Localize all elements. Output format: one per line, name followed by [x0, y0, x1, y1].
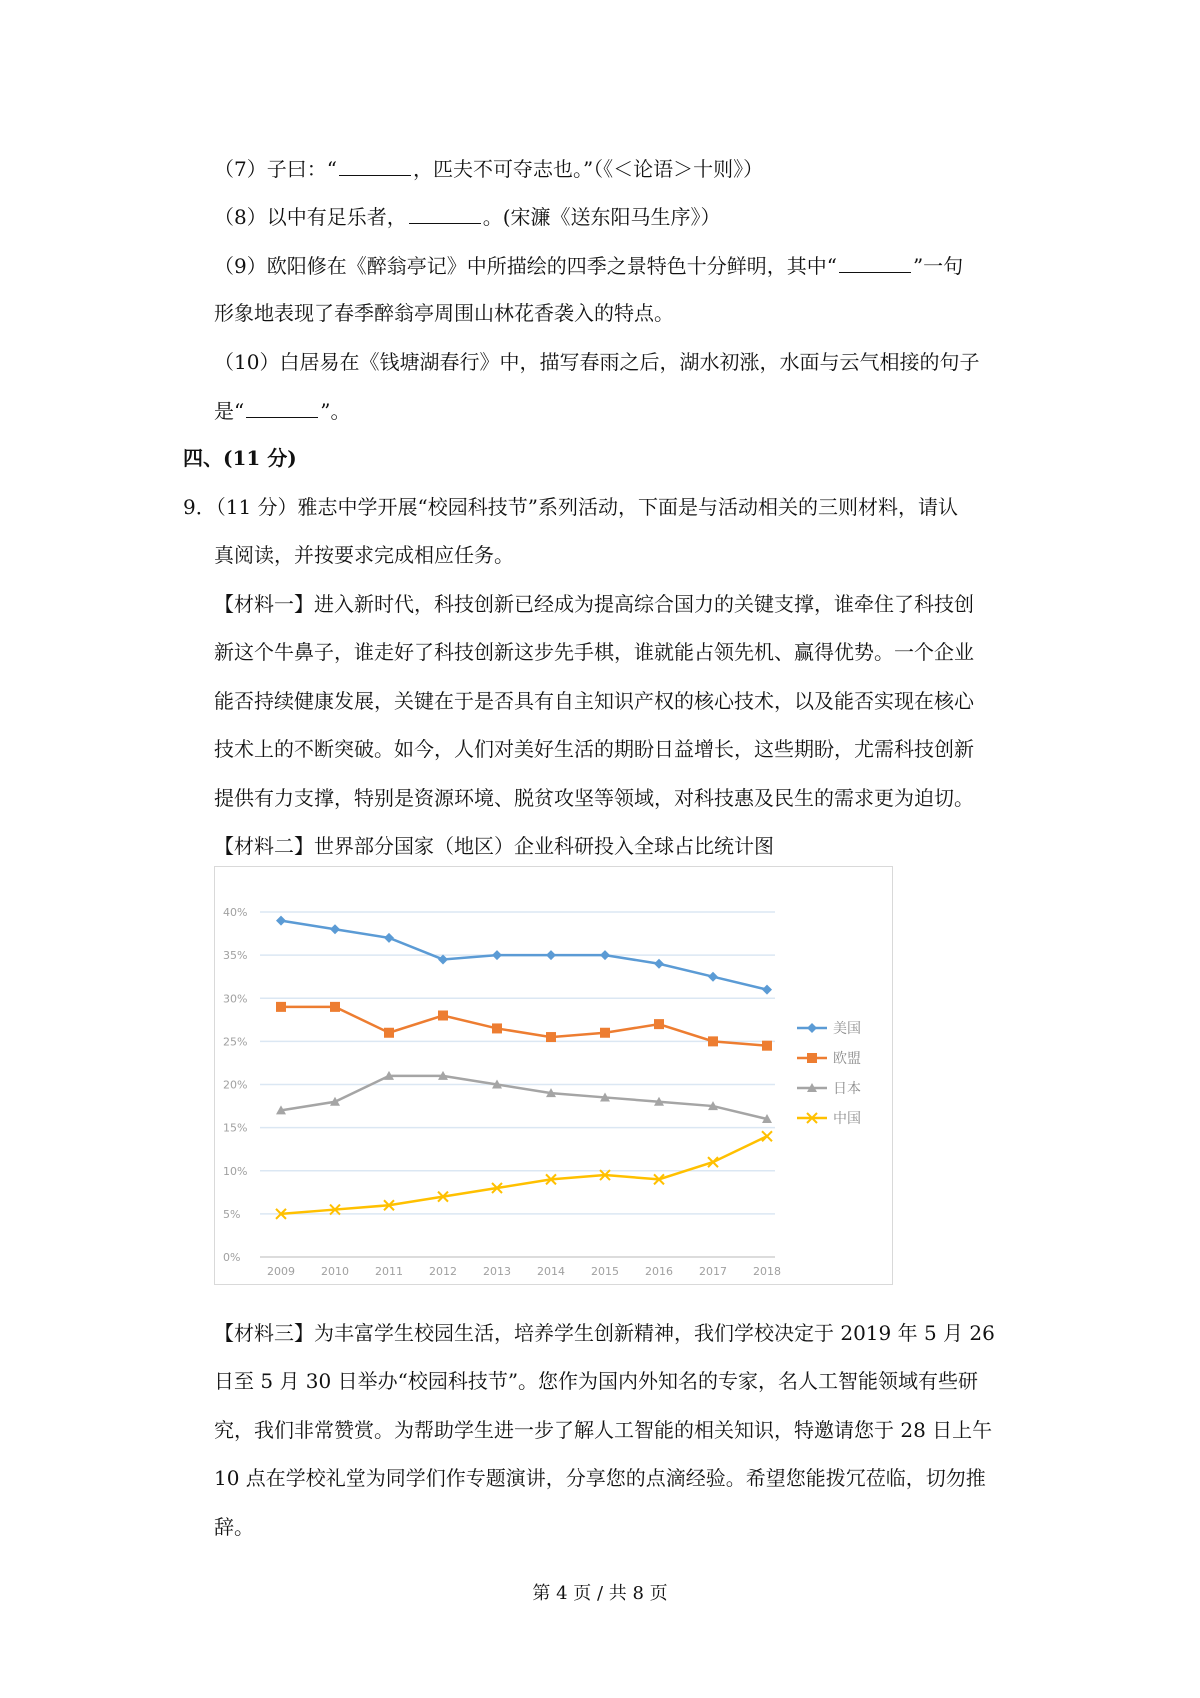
data-point [276, 916, 286, 926]
y-tick-label: 20% [223, 1078, 248, 1092]
series-line [281, 1076, 767, 1119]
x-tick-label: 2013 [483, 1265, 511, 1278]
data-point [330, 1002, 340, 1012]
data-point [654, 959, 664, 969]
series-line [281, 1136, 767, 1214]
material-3-line-4: 10 点在学校礼堂为同学们作专题演讲，分享您的点滴经验。希望您能拨冗莅临，切勿推 [214, 1466, 986, 1490]
question-9-main-line-1: 9．（11 分）雅志中学开展“校园科技节”系列活动，下面是与活动相关的三则材料，请认 [183, 495, 958, 519]
material-2-title: 【材料二】世界部分国家（地区）企业科研投入全球占比统计图 [214, 834, 774, 858]
question-10-line-2 [214, 395, 350, 426]
data-point [330, 924, 340, 934]
x-tick-label: 2015 [591, 1265, 619, 1278]
y-tick-label: 30% [223, 992, 248, 1006]
question-10-text-c: ”。 [320, 399, 351, 423]
data-point [654, 1019, 664, 1029]
answer-blank[interactable] [246, 395, 318, 418]
question-10-text-b: 是“ [214, 399, 245, 423]
y-tick-label: 15% [223, 1121, 248, 1135]
answer-blank[interactable] [339, 153, 411, 176]
question-9-text-a: （9）欧阳修在《醉翁亭记》中所描绘的四季之景特色十分鲜明，其中“ [214, 254, 837, 278]
data-point [600, 950, 610, 960]
answer-blank[interactable] [839, 250, 911, 273]
y-tick-label: 40% [223, 906, 248, 919]
data-point [546, 1032, 556, 1042]
y-tick-label: 5% [223, 1207, 241, 1221]
material-3-line-1: 【材料三】为丰富学生校园生活，培养学生创新精神，我们学校决定于 2019 年 5 月 26 [214, 1321, 995, 1345]
data-point [492, 1023, 502, 1033]
legend-marker [807, 1053, 817, 1063]
material-1-line-3: 能否持续健康发展，关键在于是否具有自主知识产权的核心技术，以及能否实现在核心 [214, 689, 974, 713]
material-3-line-2: 日至 5 月 30 日举办“校园科技节”。您作为国内外知名的专家，名人工智能领域有些研 [214, 1369, 979, 1393]
page-footer: 第 4 页 / 共 8 页 [532, 1583, 668, 1604]
section-heading: 四、(11 分) [183, 446, 297, 470]
data-point [438, 1011, 448, 1021]
data-point [762, 985, 772, 995]
data-point [384, 933, 394, 943]
series-line [281, 1007, 767, 1046]
material-1-line-5: 提供有力支撑，特别是资源环境、脱贫攻坚等领域，对科技惠及民生的需求更为迫切。 [214, 786, 974, 810]
x-tick-label: 2017 [699, 1265, 727, 1278]
question-9-line-2: 形象地表现了春季醉翁亭周围山林花香袭入的特点。 [214, 301, 674, 325]
x-tick-label: 2011 [375, 1265, 403, 1278]
data-point [492, 950, 502, 960]
data-point [708, 972, 718, 982]
question-9-text-b: ”一句 [912, 254, 964, 278]
x-tick-label: 2010 [321, 1265, 349, 1278]
question-9-line-1 [214, 250, 963, 281]
data-point [708, 1036, 718, 1046]
legend-marker [807, 1023, 817, 1033]
data-point [546, 950, 556, 960]
material-1-line-2: 新这个牛鼻子，谁走好了科技创新这步先手棋，谁就能占领先机、赢得优势。一个企业 [214, 640, 974, 664]
legend-label: 中国 [833, 1111, 861, 1127]
answer-blank[interactable] [409, 201, 481, 224]
x-tick-label: 2009 [267, 1265, 295, 1278]
data-point [600, 1028, 610, 1038]
legend-label: 美国 [833, 1021, 861, 1037]
chart-canvas [215, 867, 892, 1284]
question-8 [214, 201, 721, 232]
question-10-line-1: （10）白居易在《钱塘湖春行》中，描写春雨之后，湖水初涨，水面与云气相接的句子 [214, 350, 980, 374]
material-3-line-5: 辞。 [214, 1515, 254, 1539]
data-point [762, 1041, 772, 1051]
material-1-line-1: 【材料一】进入新时代，科技创新已经成为提高综合国力的关键支撑，谁牵住了科技创 [214, 592, 974, 616]
data-point [762, 1131, 772, 1141]
data-point [438, 954, 448, 964]
y-tick-label: 35% [223, 949, 248, 963]
material-1-line-4: 技术上的不断突破。如今，人们对美好生活的期盼日益增长，这些期盼，尤需科技创新 [214, 737, 974, 761]
question-8-text-a: （8）以中有足乐者， [214, 205, 407, 229]
x-tick-label: 2018 [753, 1265, 781, 1278]
y-tick-label: 25% [223, 1035, 248, 1049]
data-point [384, 1028, 394, 1038]
legend-label: 日本 [833, 1081, 861, 1097]
question-9-main-line-2: 真阅读，并按要求完成相应任务。 [214, 543, 514, 567]
x-tick-label: 2012 [429, 1265, 457, 1278]
question-7-text-b: ，匹夫不可夺志也。”（《＜论语＞十则》） [412, 157, 764, 181]
data-point [276, 1002, 286, 1012]
question-7-text-a: （7）子曰：“ [214, 157, 337, 181]
y-tick-label: 0% [223, 1251, 241, 1264]
material-3-line-3: 究，我们非常赞赏。为帮助学生进一步了解人工智能的相关知识，特邀请您于 28 日上午 [214, 1418, 993, 1442]
y-tick-label: 10% [223, 1164, 248, 1178]
x-tick-label: 2016 [645, 1265, 673, 1278]
line-chart [214, 866, 893, 1285]
question-7 [214, 153, 763, 184]
legend-label: 欧盟 [833, 1051, 861, 1067]
question-8-text-b: 。(宋濂《送东阳马生序》） [482, 205, 721, 229]
x-tick-label: 2014 [537, 1265, 565, 1278]
